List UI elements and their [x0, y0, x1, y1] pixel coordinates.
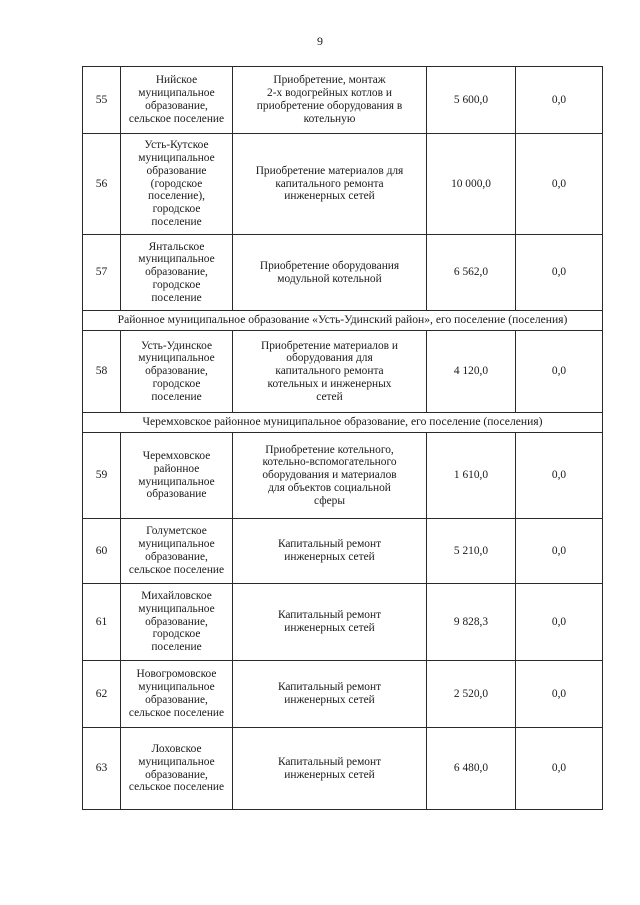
row-number: 61 — [83, 584, 121, 661]
table-body — [83, 67, 603, 810]
municipality-name: Нийское муниципальное образование, сельское поселение — [121, 67, 233, 134]
amount-cell: 2 520,0 — [427, 661, 516, 728]
amount-cell: 5 210,0 — [427, 519, 516, 584]
row-number: 59 — [83, 433, 121, 519]
table-row — [83, 331, 603, 413]
table-row — [83, 235, 603, 311]
second-amount-cell: 0,0 — [516, 584, 603, 661]
work-description: Капитальный ремонт инженерных сетей — [233, 519, 427, 584]
row-number: 57 — [83, 235, 121, 311]
second-amount-cell: 0,0 — [516, 331, 603, 413]
amount-cell: 6 480,0 — [427, 728, 516, 810]
row-number: 56 — [83, 134, 121, 235]
table-row — [83, 134, 603, 235]
municipality-name: Черемховское районное муниципальное образование — [121, 433, 233, 519]
amount-cell: 5 600,0 — [427, 67, 516, 134]
section-header-row — [83, 413, 603, 433]
funding-table — [82, 66, 603, 810]
work-description: Приобретение котельного, котельно-вспомогательного оборудования и материалов для объектов социальной сферы — [233, 433, 427, 519]
second-amount-cell: 0,0 — [516, 728, 603, 810]
section-title: Районное муниципальное образование «Усть-Удинский район», его поселение (поселения) — [83, 311, 603, 331]
work-description: Приобретение, монтаж 2-х водогрейных котлов и приобретение оборудования в котельную — [233, 67, 427, 134]
work-description: Приобретение оборудования модульной котельной — [233, 235, 427, 311]
second-amount-cell: 0,0 — [516, 519, 603, 584]
table-row — [83, 728, 603, 810]
municipality-name: Лоховское муниципальное образование, сельское поселение — [121, 728, 233, 810]
municipality-name: Усть-Кутское муниципальное образование (городское поселение), городское поселение — [121, 134, 233, 235]
row-number: 63 — [83, 728, 121, 810]
page-number: 9 — [317, 34, 323, 48]
table-row — [83, 433, 603, 519]
second-amount-cell: 0,0 — [516, 661, 603, 728]
municipality-name: Новогромовское муниципальное образование, сельское поселение — [121, 661, 233, 728]
table-row — [83, 584, 603, 661]
work-description: Приобретение материалов для капитального ремонта инженерных сетей — [233, 134, 427, 235]
table-row — [83, 661, 603, 728]
amount-cell: 6 562,0 — [427, 235, 516, 311]
row-number: 62 — [83, 661, 121, 728]
table-row — [83, 67, 603, 134]
municipality-name: Михайловское муниципальное образование, городское поселение — [121, 584, 233, 661]
section-title: Черемховское районное муниципальное образование, его поселение (поселения) — [83, 413, 603, 433]
second-amount-cell: 0,0 — [516, 134, 603, 235]
row-number: 60 — [83, 519, 121, 584]
table-row — [83, 519, 603, 584]
amount-cell: 9 828,3 — [427, 584, 516, 661]
municipality-name: Янтальское муниципальное образование, городское поселение — [121, 235, 233, 311]
work-description: Капитальный ремонт инженерных сетей — [233, 728, 427, 810]
amount-cell: 10 000,0 — [427, 134, 516, 235]
work-description: Капитальный ремонт инженерных сетей — [233, 584, 427, 661]
second-amount-cell: 0,0 — [516, 235, 603, 311]
municipality-name: Усть-Удинское муниципальное образование, городское поселение — [121, 331, 233, 413]
work-description: Приобретение материалов и оборудования для капитального ремонта котельных и инженерных сетей — [233, 331, 427, 413]
second-amount-cell: 0,0 — [516, 433, 603, 519]
second-amount-cell: 0,0 — [516, 67, 603, 134]
amount-cell: 1 610,0 — [427, 433, 516, 519]
row-number: 58 — [83, 331, 121, 413]
work-description: Капитальный ремонт инженерных сетей — [233, 661, 427, 728]
municipality-name: Голуметское муниципальное образование, сельское поселение — [121, 519, 233, 584]
amount-cell: 4 120,0 — [427, 331, 516, 413]
row-number: 55 — [83, 67, 121, 134]
section-header-row — [83, 311, 603, 331]
